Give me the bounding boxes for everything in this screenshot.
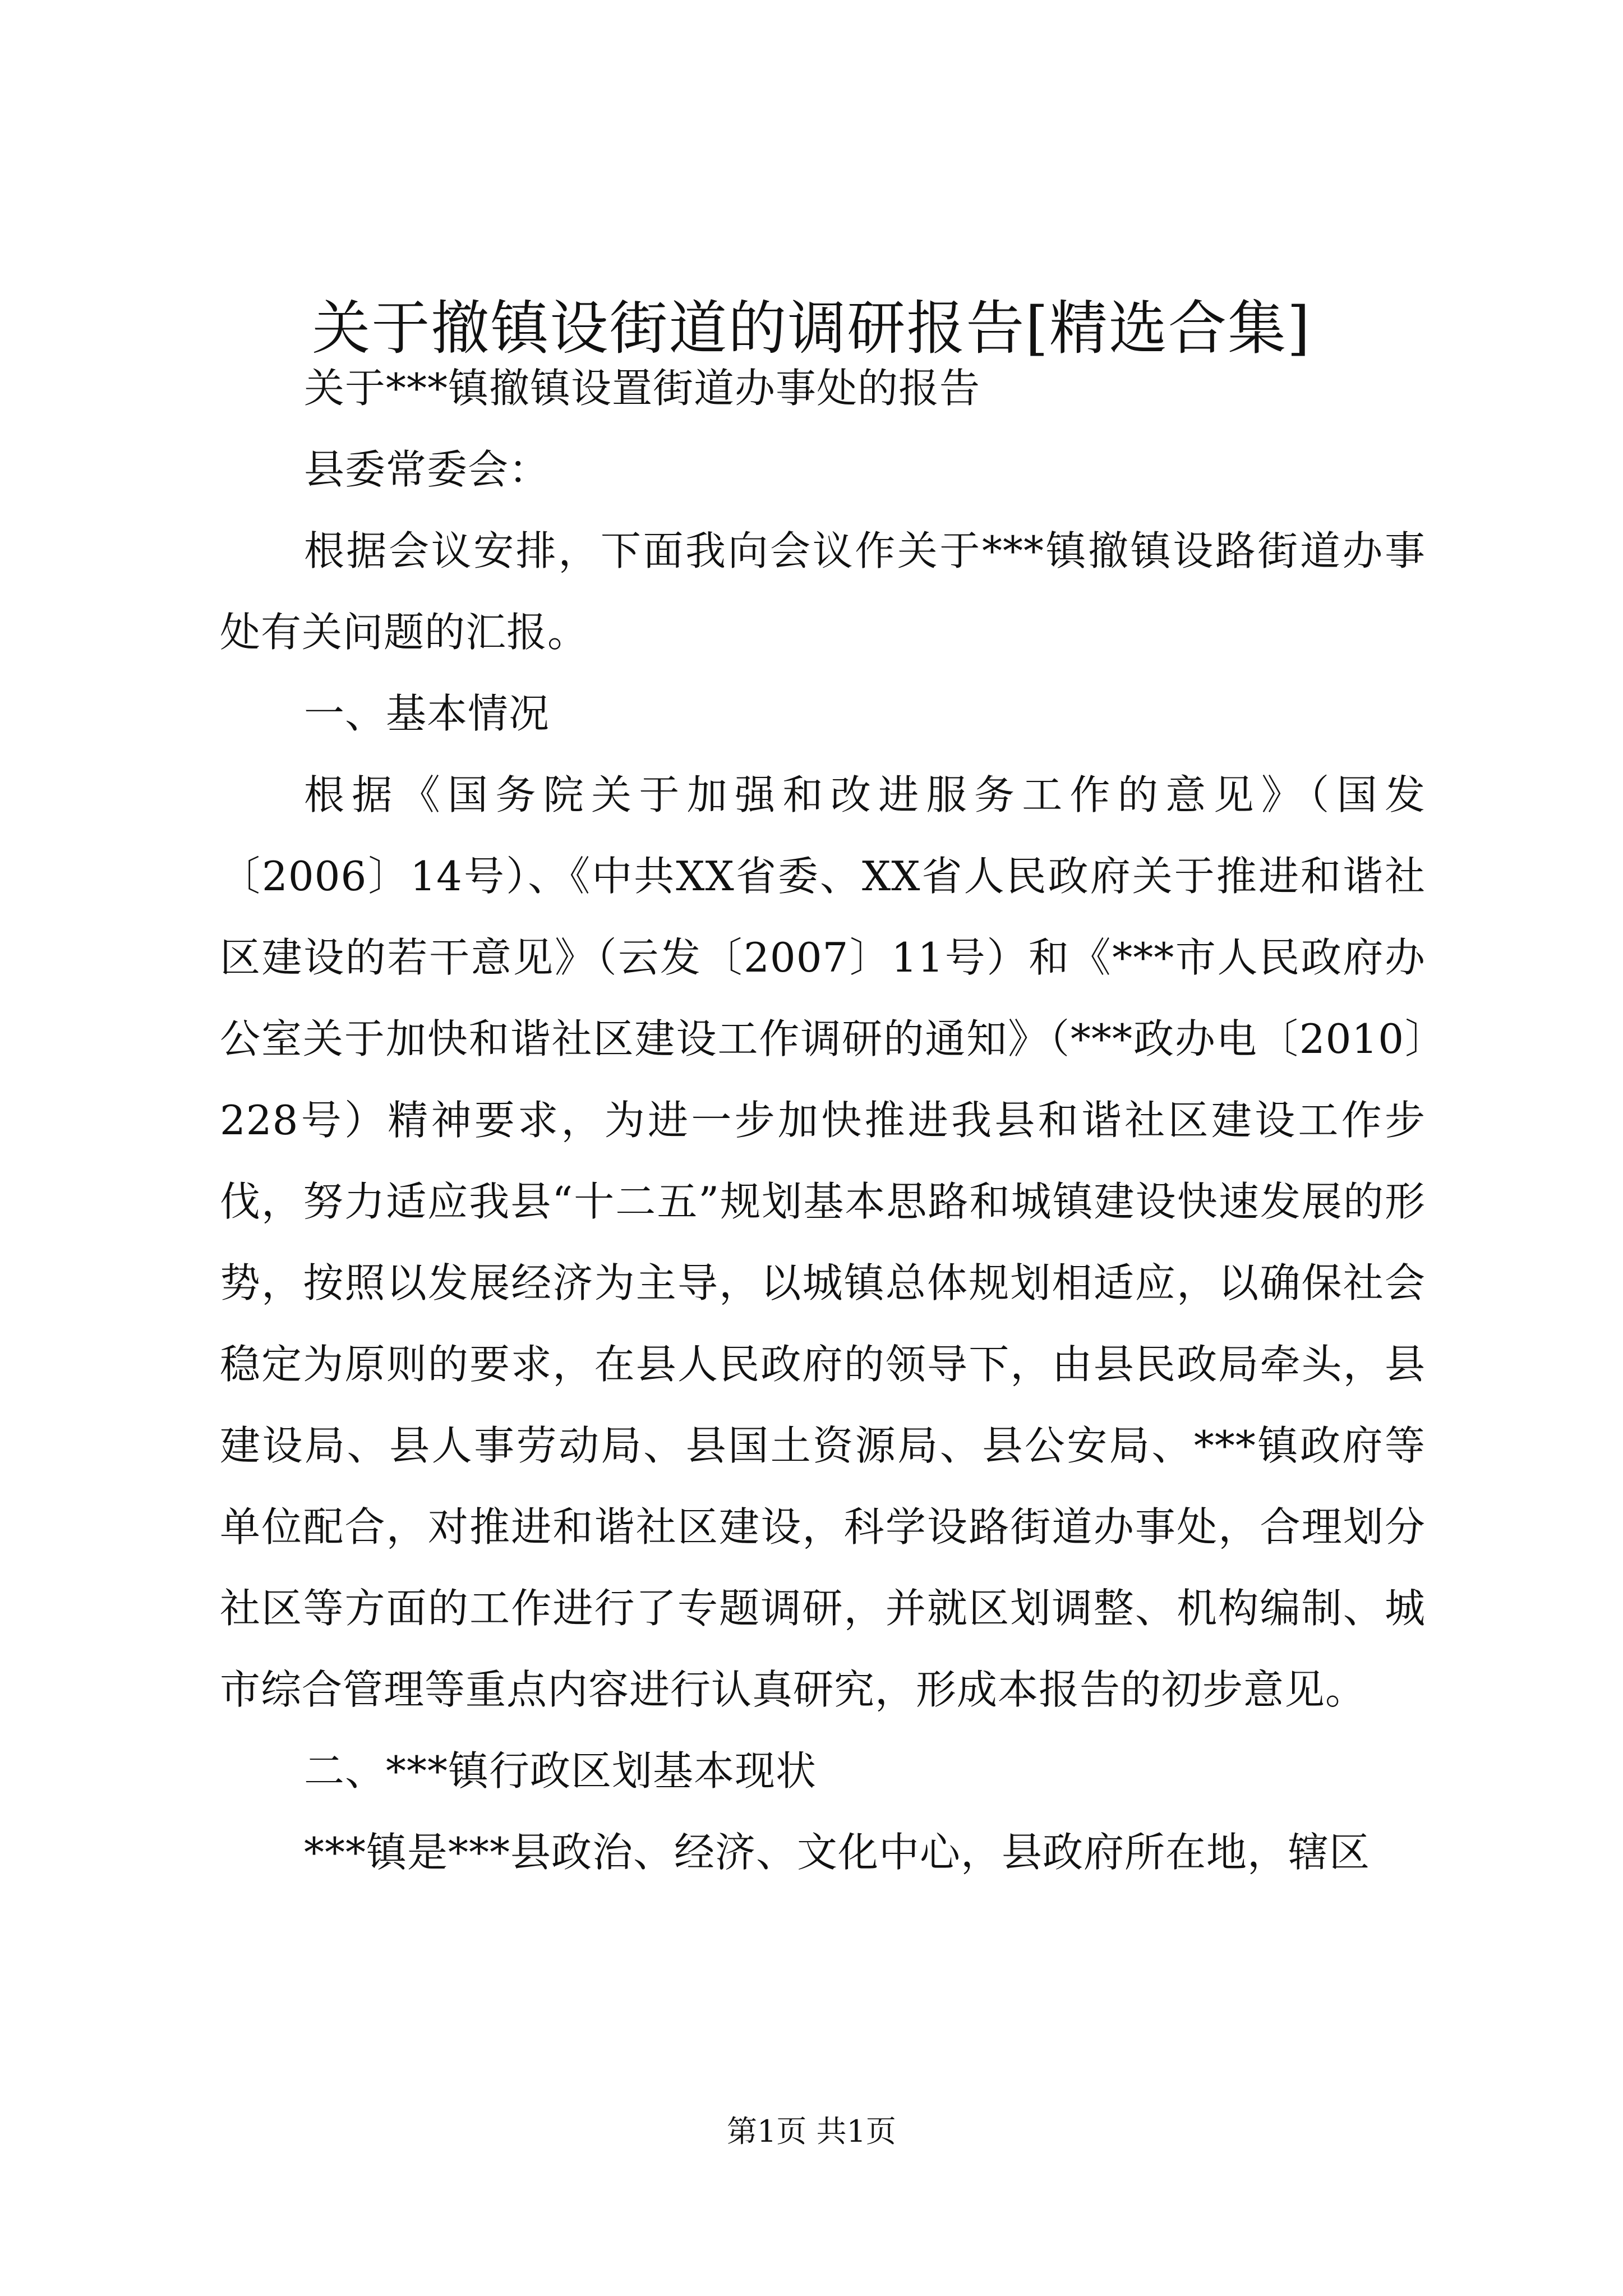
basic-situation-paragraph: 根据《国务院关于加强和改进服务工作的意见》（国发〔2006〕14号）、《中共XX省委、XX省人民政府关于推进和谐社区建设的若干意见》（云发〔2007〕11号）和《***市人民政府办公室关于加快和谐社区建设工作调研的通知》（***政办电〔2010〕228号）精神要求，为进一步加快推进我县和谐社区建设工作步伐，努力适应我县“十二五”规划基本思路和城镇建设快速发展的形势，按照以发展经济为主导，以城镇总体规划相适应，以确保社会稳定为原则的要求，在县人民政府的领导下，由县民政局牵头，县建设局、县人事劳动局、县国土资源局、县公安局、***镇政府等单位配合，对推进和谐社区建设，科学设路街道办事处，合理划分社区等方面的工作进行了专题调研，并就区划调整、机构编制、城市综合管理等重点内容进行认真研究，形成本报告的初步意见。 xyxy=(220,771,1426,1713)
page-footer: 第1页 共1页 xyxy=(727,2114,896,2149)
document-title: 关于撤镇设街道的调研报告[精选合集] xyxy=(312,294,1311,362)
report-subtitle: 关于***镇撤镇设置街道办事处的报告 xyxy=(304,365,981,412)
section-heading-basic: 一、基本情况 xyxy=(304,690,550,737)
document-body xyxy=(220,348,1426,1893)
intro-paragraph: 根据会议安排，下面我向会议作关于***镇撤镇设路街道办事处有关问题的汇报。 xyxy=(220,527,1426,656)
status-paragraph: ***镇是***县政治、经济、文化中心，县政府所在地，辖区 xyxy=(304,1829,1371,1876)
section-heading-status: 二、***镇行政区划基本现状 xyxy=(304,1747,817,1795)
salutation: 县委常委会： xyxy=(304,446,550,493)
